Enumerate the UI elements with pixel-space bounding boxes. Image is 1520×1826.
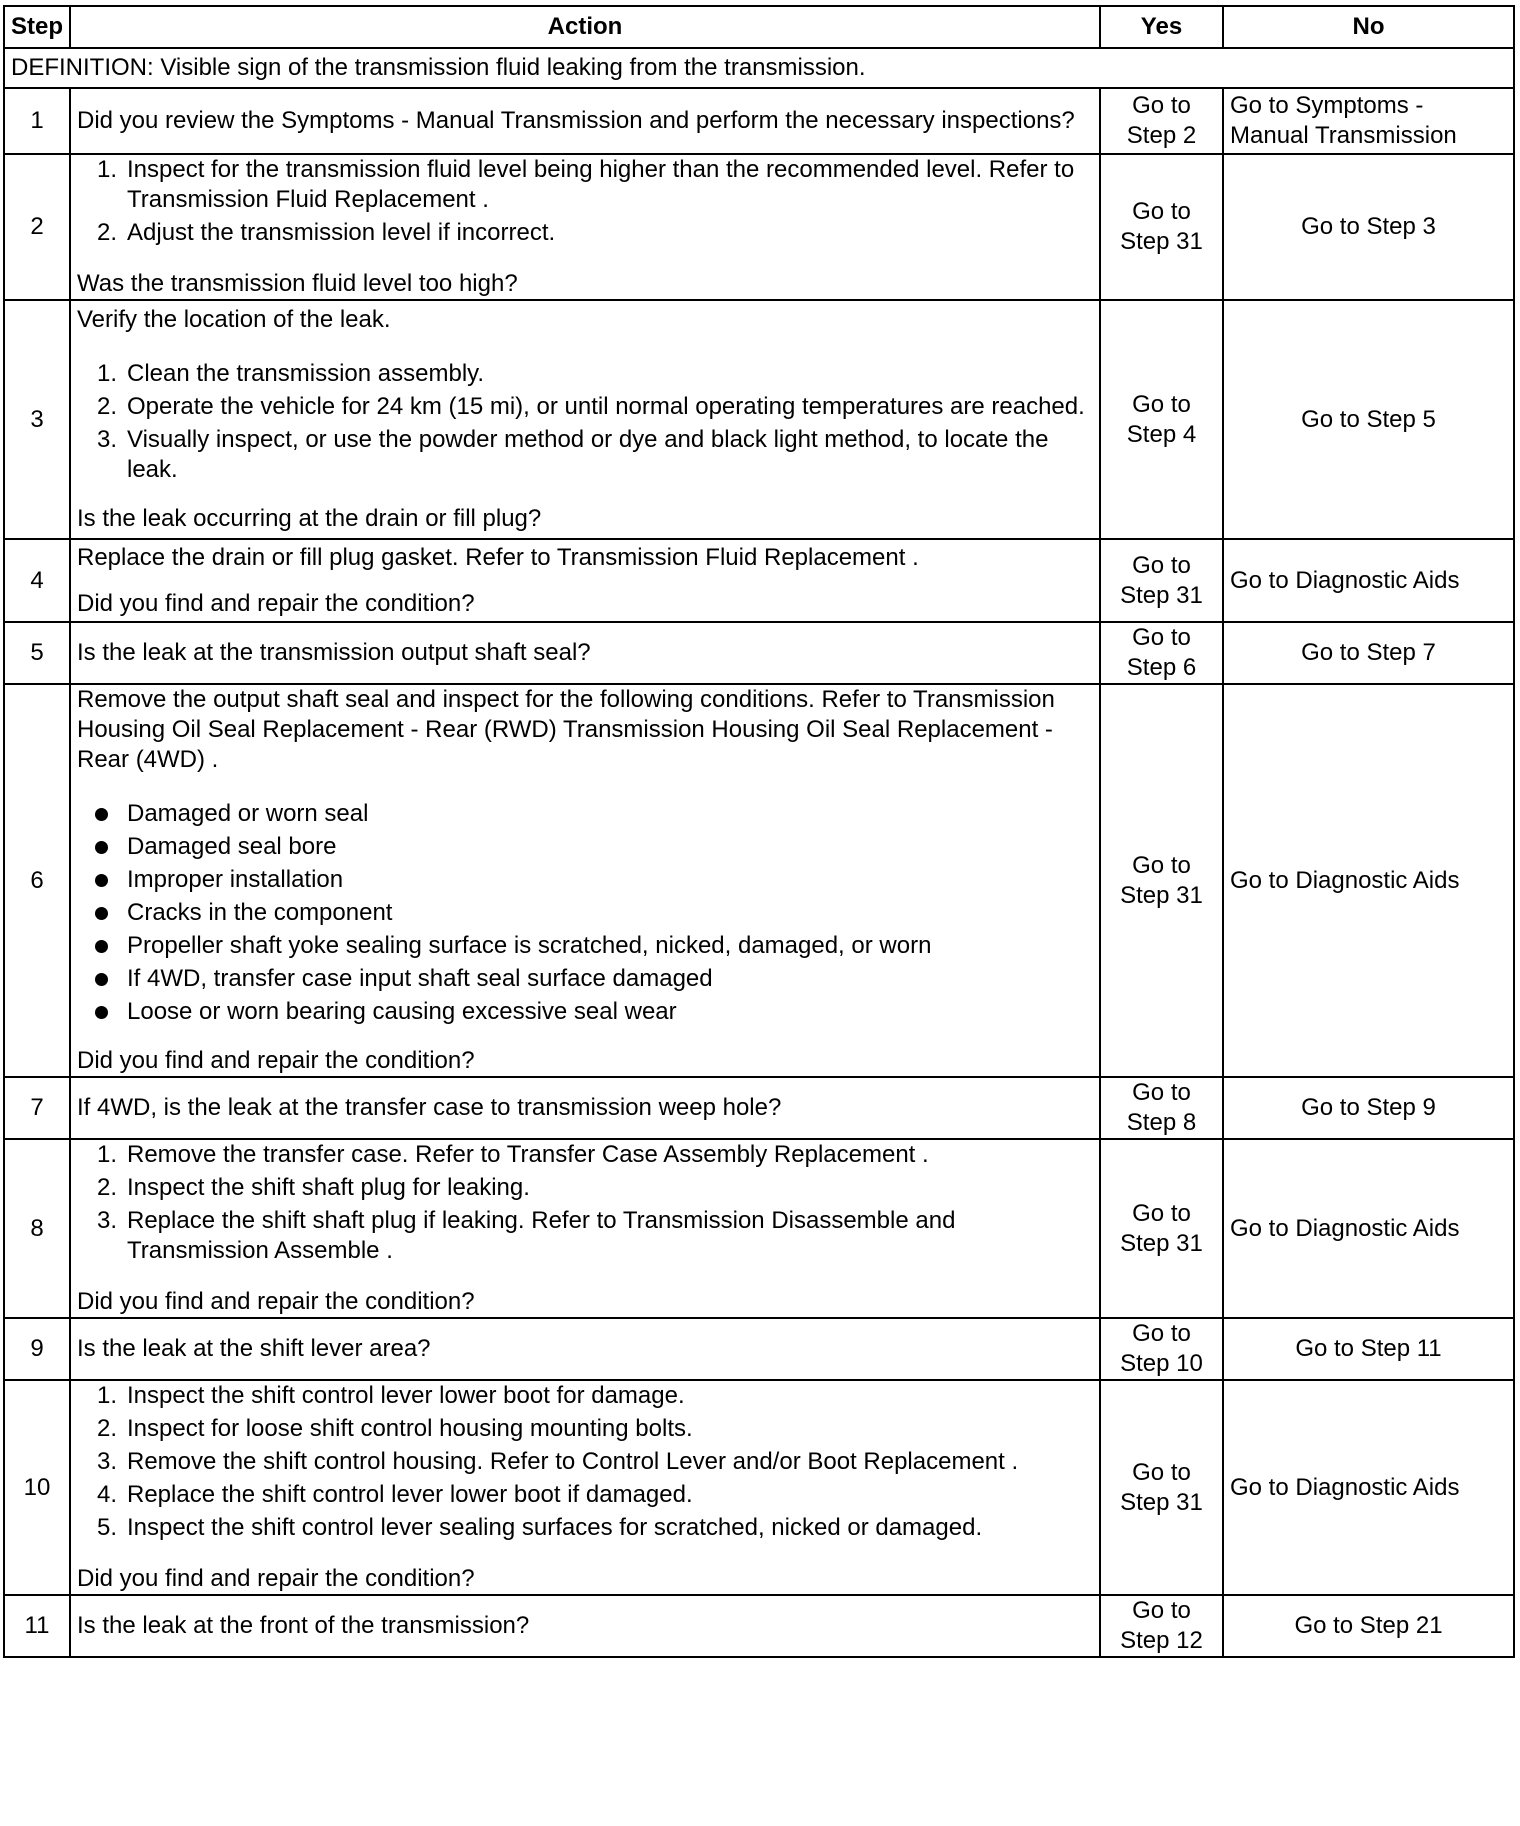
bullet-item — [77, 964, 1093, 994]
action-cell — [70, 300, 1100, 539]
list-item-text: Remove the shift control housing. Refer to Control Lever and/or Boot Replacement . — [127, 1448, 1019, 1475]
no-cell: Go to Step 5 — [1223, 300, 1514, 539]
spacer — [77, 1546, 1093, 1564]
step-number: 3 — [4, 300, 70, 539]
list-item-text: Inspect for loose shift control housing mounting bolts. — [127, 1415, 693, 1442]
no-cell: Go to Step 3 — [1223, 154, 1514, 300]
list-number: 3. — [96, 1207, 117, 1234]
step-number: 5 — [4, 622, 70, 684]
bullet-dot-icon — [95, 841, 108, 854]
no-cell: Go to Symptoms - Manual Transmission — [1223, 88, 1514, 154]
table-row — [4, 88, 1514, 154]
yes-cell: Go to Step 31 — [1100, 154, 1223, 300]
action-intro: Verify the location of the leak. — [77, 306, 391, 333]
list-item — [77, 1414, 1093, 1444]
header-action: Action — [70, 6, 1100, 48]
definition-row — [4, 48, 1514, 88]
spacer — [77, 1269, 1093, 1287]
bullet-item — [77, 898, 1093, 928]
bullet-dot-icon — [95, 940, 108, 953]
numbered-list — [77, 1381, 1093, 1543]
list-item-text: Inspect the shift control lever sealing surfaces for scratched, nicked or damaged. — [127, 1514, 983, 1541]
list-item-text: Inspect the shift shaft plug for leaking. — [127, 1174, 530, 1201]
action-intro: Is the leak at the front of the transmission? — [77, 1612, 530, 1639]
bullet-item-text: Loose or worn bearing causing excessive seal wear — [127, 998, 677, 1025]
yes-cell: Go to Step 4 — [1100, 300, 1223, 539]
table-row — [4, 1318, 1514, 1380]
header-yes: Yes — [1100, 6, 1223, 48]
spacer — [77, 488, 1093, 504]
list-item-text: Visually inspect, or use the powder method or dye and black light method, to locate the leak. — [127, 426, 1049, 483]
step-number: 9 — [4, 1318, 70, 1380]
list-item — [77, 1447, 1093, 1477]
action-cell — [70, 1139, 1100, 1318]
action-question: Did you find and repair the condition? — [77, 589, 475, 617]
bullet-item — [77, 997, 1093, 1027]
bullet-item — [77, 799, 1093, 829]
bullet-item — [77, 832, 1093, 862]
list-item — [77, 1480, 1093, 1510]
yes-cell: Go to Step 10 — [1100, 1318, 1223, 1380]
no-cell: Go to Step 11 — [1223, 1318, 1514, 1380]
list-number: 5. — [96, 1514, 117, 1541]
action-intro: Replace the drain or fill plug gasket. Refer to Transmission Fluid Replacement . — [77, 543, 919, 571]
list-item — [77, 392, 1093, 422]
action-cell — [70, 1380, 1100, 1595]
list-item — [77, 425, 1093, 485]
step-number: 10 — [4, 1380, 70, 1595]
no-cell: Go to Step 7 — [1223, 622, 1514, 684]
list-item-text: Replace the shift control lever lower boot if damaged. — [127, 1481, 693, 1508]
list-item — [77, 1173, 1093, 1203]
table-row — [4, 1139, 1514, 1318]
action-cell — [70, 684, 1100, 1077]
list-number: 1. — [96, 1141, 117, 1168]
step-number: 2 — [4, 154, 70, 300]
list-number: 3. — [96, 426, 117, 453]
spacer — [77, 335, 1093, 359]
step-number: 6 — [4, 684, 70, 1077]
list-number: 1. — [96, 1382, 117, 1409]
action-question: Is the leak occurring at the drain or fill plug? — [77, 505, 542, 532]
no-cell: Go to Diagnostic Aids — [1223, 1380, 1514, 1595]
action-intro: Remove the output shaft seal and inspect for the following conditions. Refer to Transmission Housing Oil Seal Replacement - Rear (RWD) Transmission Housing Oil Seal Replacement - Rear (4WD) . — [77, 686, 1055, 773]
table-row — [4, 539, 1514, 622]
action-cell — [70, 1595, 1100, 1657]
numbered-list — [77, 155, 1093, 248]
action-cell — [70, 539, 1100, 622]
action-cell — [70, 1077, 1100, 1139]
list-number: 2. — [96, 1415, 117, 1442]
no-cell: Go to Diagnostic Aids — [1223, 1139, 1514, 1318]
list-number: 3. — [96, 1448, 117, 1475]
list-item-text: Clean the transmission assembly. — [127, 360, 485, 387]
bullet-item — [77, 865, 1093, 895]
table-row — [4, 300, 1514, 539]
no-cell: Go to Diagnostic Aids — [1223, 539, 1514, 622]
bullet-item-text: Propeller shaft yoke sealing surface is scratched, nicked, damaged, or worn — [127, 932, 932, 959]
list-number: 1. — [96, 156, 117, 183]
yes-cell: Go to Step 2 — [1100, 88, 1223, 154]
step-number: 4 — [4, 539, 70, 622]
bullet-dot-icon — [95, 808, 108, 821]
header-step: Step — [4, 6, 70, 48]
step-number: 8 — [4, 1139, 70, 1318]
list-item — [77, 1513, 1093, 1543]
yes-cell: Go to Step 31 — [1100, 539, 1223, 622]
spacer — [77, 775, 1093, 799]
spacer — [77, 1030, 1093, 1046]
bullet-dot-icon — [95, 907, 108, 920]
yes-cell: Go to Step 31 — [1100, 1380, 1223, 1595]
step-number: 11 — [4, 1595, 70, 1657]
list-item — [77, 1381, 1093, 1411]
action-question: Did you find and repair the condition? — [77, 1565, 475, 1592]
list-number: 2. — [96, 393, 117, 420]
list-item — [77, 359, 1093, 389]
list-item-text: Replace the shift shaft plug if leaking. Refer to Transmission Disassemble and Transmission Assemble . — [127, 1207, 956, 1264]
yes-cell: Go to Step 31 — [1100, 1139, 1223, 1318]
no-cell: Go to Step 9 — [1223, 1077, 1514, 1139]
bullet-list — [77, 799, 1093, 1027]
bullet-dot-icon — [95, 1006, 108, 1019]
bullet-dot-icon — [95, 874, 108, 887]
table-row — [4, 154, 1514, 300]
list-item — [77, 1140, 1093, 1170]
bullet-item-text: If 4WD, transfer case input shaft seal surface damaged — [127, 965, 713, 992]
list-number: 2. — [96, 219, 117, 246]
list-item-text: Inspect for the transmission fluid level being higher than the recommended level. Refer to Transmission Fluid Replacement . — [127, 156, 1075, 213]
yes-cell: Go to Step 31 — [1100, 684, 1223, 1077]
action-question: Did you find and repair the condition? — [77, 1288, 475, 1315]
header-row — [4, 6, 1514, 48]
bullet-item-text: Damaged seal bore — [127, 833, 337, 860]
list-item-text: Adjust the transmission level if incorrect. — [127, 219, 556, 246]
numbered-list — [77, 1140, 1093, 1266]
table-row — [4, 684, 1514, 1077]
list-number: 1. — [96, 360, 117, 387]
no-cell: Go to Diagnostic Aids — [1223, 684, 1514, 1077]
yes-cell: Go to Step 12 — [1100, 1595, 1223, 1657]
table-row — [4, 1380, 1514, 1595]
step-number: 7 — [4, 1077, 70, 1139]
spacer — [77, 251, 1093, 269]
list-item-text: Remove the transfer case. Refer to Transfer Case Assembly Replacement . — [127, 1141, 929, 1168]
table-row — [4, 622, 1514, 684]
header-no: No — [1223, 6, 1514, 48]
list-item-text: Operate the vehicle for 24 km (15 mi), or until normal operating temperatures are reached. — [127, 393, 1085, 420]
list-number: 2. — [96, 1174, 117, 1201]
table-row — [4, 1595, 1514, 1657]
action-question: Was the transmission fluid level too high? — [77, 270, 518, 297]
step-number: 1 — [4, 88, 70, 154]
bullet-item-text: Damaged or worn seal — [127, 800, 369, 827]
list-item — [77, 218, 1093, 248]
bullet-item-text: Improper installation — [127, 866, 344, 893]
yes-cell: Go to Step 8 — [1100, 1077, 1223, 1139]
action-intro: Did you review the Symptoms - Manual Transmission and perform the necessary inspections? — [77, 107, 1075, 134]
list-item — [77, 1206, 1093, 1266]
bullet-item — [77, 931, 1093, 961]
yes-cell: Go to Step 6 — [1100, 622, 1223, 684]
action-intro: Is the leak at the shift lever area? — [77, 1335, 431, 1362]
bullet-dot-icon — [95, 973, 108, 986]
bullet-item-text: Cracks in the component — [127, 899, 393, 926]
action-intro: Is the leak at the transmission output shaft seal? — [77, 639, 591, 666]
diagnostic-table — [3, 5, 1515, 1658]
definition-text: DEFINITION: Visible sign of the transmission fluid leaking from the transmission. — [4, 48, 1514, 88]
action-cell — [70, 622, 1100, 684]
action-cell — [70, 154, 1100, 300]
numbered-list — [77, 359, 1093, 485]
list-item-text: Inspect the shift control lever lower boot for damage. — [127, 1382, 685, 1409]
spacer — [77, 573, 1093, 589]
list-item — [77, 155, 1093, 215]
action-intro: If 4WD, is the leak at the transfer case to transmission weep hole? — [77, 1094, 782, 1121]
action-question: Did you find and repair the condition? — [77, 1047, 475, 1074]
action-cell — [70, 88, 1100, 154]
table-row — [4, 1077, 1514, 1139]
list-number: 4. — [96, 1481, 117, 1508]
no-cell: Go to Step 21 — [1223, 1595, 1514, 1657]
action-cell — [70, 1318, 1100, 1380]
